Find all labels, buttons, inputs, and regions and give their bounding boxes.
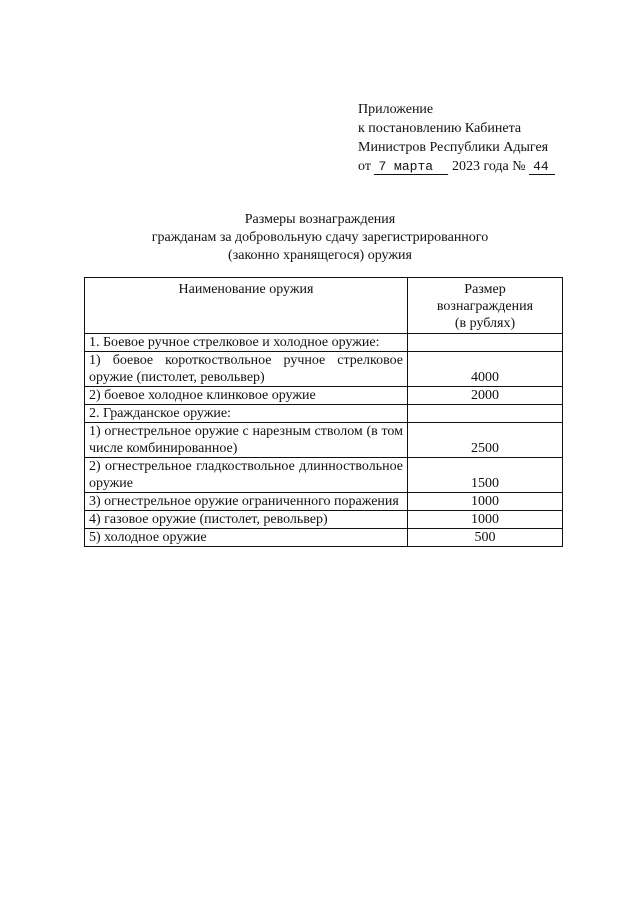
appendix-resolution-line: к постановлению Кабинета — [358, 121, 522, 136]
header-amount-line-1: Размер — [464, 282, 506, 297]
table-row — [85, 493, 563, 511]
table-row — [85, 352, 563, 387]
year-text: 2023 года № — [451, 159, 526, 174]
weapon-name: 1) боевое короткоствольное ручное стрелковое оружие (пистолет, револьвер) — [85, 352, 408, 387]
weapon-category: 2. Гражданское оружие: — [85, 405, 408, 423]
reward-amount: 1000 — [408, 511, 563, 529]
weapon-name: 2) огнестрельное гладкоствольное длинноствольное оружие — [85, 458, 408, 493]
title-line-1: Размеры вознаграждения — [244, 212, 396, 227]
header-amount-line-2: вознаграждения — [436, 299, 534, 314]
reward-amount: 1500 — [408, 458, 563, 493]
weapon-name: 2) боевое холодное клинковое оружие — [85, 387, 408, 405]
reward-amount — [408, 405, 563, 423]
weapon-category: 1. Боевое ручное стрелковое и холодное оружие: — [85, 334, 408, 352]
table-row — [85, 405, 563, 423]
header-reward-amount — [408, 278, 563, 334]
table-row — [85, 529, 563, 547]
title-line-2: гражданам за добровольную сдачу зарегистрированного — [151, 230, 489, 245]
table-row — [85, 387, 563, 405]
date-value: 7 марта — [374, 159, 448, 175]
resolution-number: 44 — [529, 159, 555, 175]
date-prefix: от — [358, 159, 371, 174]
appendix-date-line — [358, 157, 555, 176]
reward-amount: 2000 — [408, 387, 563, 405]
appendix-cabinet-line: Министров Республики Адыгея — [358, 140, 549, 155]
table-row — [85, 423, 563, 458]
title-line-3: (законно хранящегося) оружия — [228, 248, 412, 263]
reward-table — [84, 277, 563, 547]
table-row — [85, 334, 563, 352]
weapon-name: 3) огнестрельное оружие ограниченного поражения — [85, 493, 408, 511]
table-row — [85, 511, 563, 529]
appendix-block — [358, 100, 555, 176]
reward-amount: 4000 — [408, 352, 563, 387]
weapon-name: 4) газовое оружие (пистолет, револьвер) — [85, 511, 408, 529]
weapon-name: 5) холодное оружие — [85, 529, 408, 547]
document-title — [0, 211, 640, 265]
reward-amount — [408, 334, 563, 352]
table-row — [85, 458, 563, 493]
reward-amount: 2500 — [408, 423, 563, 458]
header-weapon-name: Наименование оружия — [85, 278, 408, 334]
appendix-title: Приложение — [358, 102, 434, 117]
reward-amount: 500 — [408, 529, 563, 547]
header-amount-line-3: (в рублях) — [454, 316, 516, 331]
reward-amount: 1000 — [408, 493, 563, 511]
weapon-name: 1) огнестрельное оружие с нарезным стволом (в том числе комбинированное) — [85, 423, 408, 458]
table-header-row — [85, 278, 563, 334]
